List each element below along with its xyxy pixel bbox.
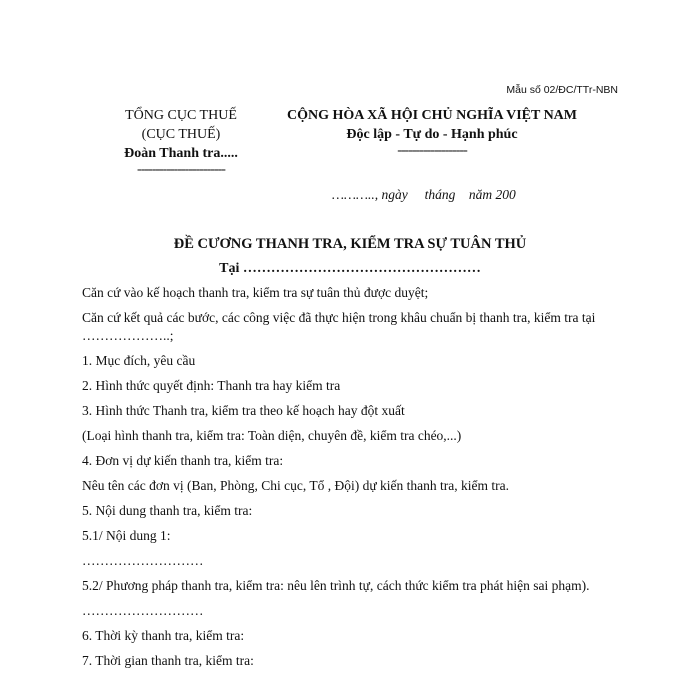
paragraph: 5.2/ Phương pháp thanh tra, kiểm tra: nêu lên trình tự, cách thức kiểm tra phát hiện sai phạm). [82,578,590,593]
paragraph: 7. Thời gian thanh tra, kiểm tra: [82,653,254,668]
paragraph: 2. Hình thức quyết định: Thanh tra hay kiểm tra [82,378,341,393]
document-title: ĐỀ CƯƠNG THANH TRA, KIỂM TRA SỰ TUÂN THỦ [173,236,527,252]
inspection-team: Đoàn Thanh tra..... [124,146,238,161]
paragraph: 3. Hình thức Thanh tra, kiểm tra theo kế hoạch hay đột xuất [82,403,405,418]
document-body [82,284,622,670]
paragraph: 6. Thời kỳ thanh tra, kiểm tra: [82,628,245,643]
paragraph: 4. Đơn vị dự kiến thanh tra, kiểm tra: [82,453,284,468]
date-line: ……….., ngày tháng năm 200 [332,187,516,202]
agency-name: TỔNG CỤC THUẾ [125,108,237,123]
paragraph: 5.1/ Nội dung 1: [82,528,171,543]
placeholder-dots: ……………………… [82,553,204,568]
national-header [286,106,578,158]
agency-subname: (CỤC THUẾ) [141,127,221,142]
national-motto: Độc lập - Tự do - Hạnh phúc [346,127,518,142]
left-divider: ------------------------ [137,162,225,177]
paragraph: Căn cứ kết quả các bước, các công việc đã thực hiện trong khâu chuẩn bị thanh tra, kiểm tra tại ………………..; [82,310,596,343]
paragraph: Căn cứ vào kế hoạch thanh tra, kiểm tra sự tuân thủ được duyệt; [82,285,429,300]
national-title: CỘNG HÒA XÃ HỘI CHỦ NGHĨA VIỆT NAM [286,108,577,123]
right-divider: ------------------- [397,143,467,158]
document-subtitle: Tại …………………………………………… [219,261,481,276]
paragraph: Nêu tên các đơn vị (Ban, Phòng, Chi cục, Tổ , Đội) dự kiến thanh tra, kiểm tra. [82,478,509,493]
paragraph: (Loại hình thanh tra, kiểm tra: Toàn diện, chuyên đề, kiểm tra chéo,...) [82,428,462,443]
issuing-agency-header [96,106,266,177]
placeholder-dots: ……………………… [82,603,204,618]
form-code: Mẫu số 02/ĐC/TTr-NBN [506,84,618,96]
paragraph: 1. Mục đích, yêu cầu [82,353,196,368]
paragraph: 5. Nội dung thanh tra, kiểm tra: [82,503,253,518]
